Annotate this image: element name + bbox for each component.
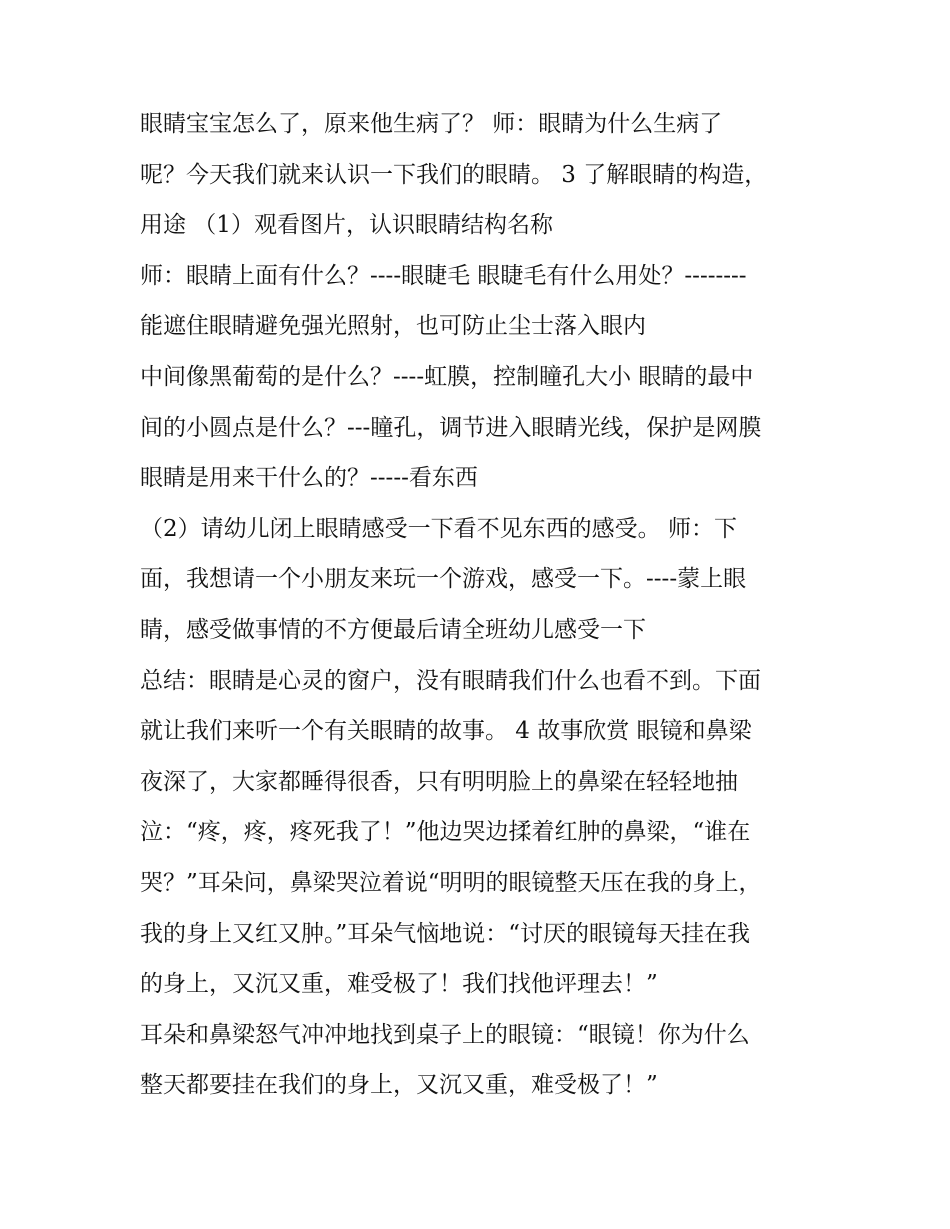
text-line: （2）请幼儿闭上眼睛感受一下看不见东西的感受。 师：下 (140, 515, 737, 542)
text-line: 眼睛是用来干什么的？-----看东西 (140, 465, 478, 492)
text-line: 面，我想请一个小朋友来玩一个游戏，感受一下。----蒙上眼 (140, 566, 747, 593)
text-line: 中间像黑葡萄的是什么？----虹膜，控制瞳孔大小 眼睛的最中 (140, 363, 754, 390)
text-line: 睛，感受做事情的不方便最后请全班幼儿感受一下 (140, 616, 646, 643)
text-line: 呢？今天我们就来认识一下我们的眼睛。 3 了解眼睛的构造， (140, 161, 768, 188)
text-line: 能遮住眼睛避免强光照射，也可防止尘士落入眼内 (140, 313, 646, 340)
text-line: 的身上，又沉又重，难受极了！我们找他评理去！” (140, 971, 658, 998)
text-line: 师：眼睛上面有什么？----眼睫毛 眼睫毛有什么用处？-------- (140, 262, 747, 289)
text-line: 我的身上又红又肿。”耳朵气恼地说：“讨厌的眼镜每天挂在我 (140, 920, 751, 947)
text-line: 用途 （1）观看图片，认识眼睛结构名称 (140, 212, 553, 239)
document-body (140, 112, 820, 1124)
text-line: 眼睛宝宝怎么了，原来他生病了？ 师：眼睛为什么生病了 (140, 111, 723, 137)
text-line: 总结：眼睛是心灵的窗户，没有眼睛我们什么也看不到。下面 (140, 667, 761, 694)
text-line: 间的小圆点是什么？---瞳孔，调节进入眼睛光线，保护是网膜 (140, 414, 762, 441)
text-line: 整天都要挂在我们的身上，又沉又重，难受极了！” (140, 1072, 658, 1099)
text-line: 泣：“疼，疼，疼死我了！”他边哭边揉着红肿的鼻梁，“谁在 (140, 819, 751, 846)
text-line: 耳朵和鼻梁怒气冲冲地找到桌子上的眼镜：“眼镜！你为什么 (140, 1021, 750, 1048)
text-line: 就让我们来听一个有关眼睛的故事。 4 故事欣赏 眼镜和鼻梁 (140, 718, 752, 745)
text-line: 哭？”耳朵问，鼻梁哭泣着说“明明的眼镜整天压在我的身上， (140, 869, 762, 896)
text-line: 夜深了，大家都睡得很香，只有明明脸上的鼻梁在轻轻地抽 (140, 768, 738, 795)
